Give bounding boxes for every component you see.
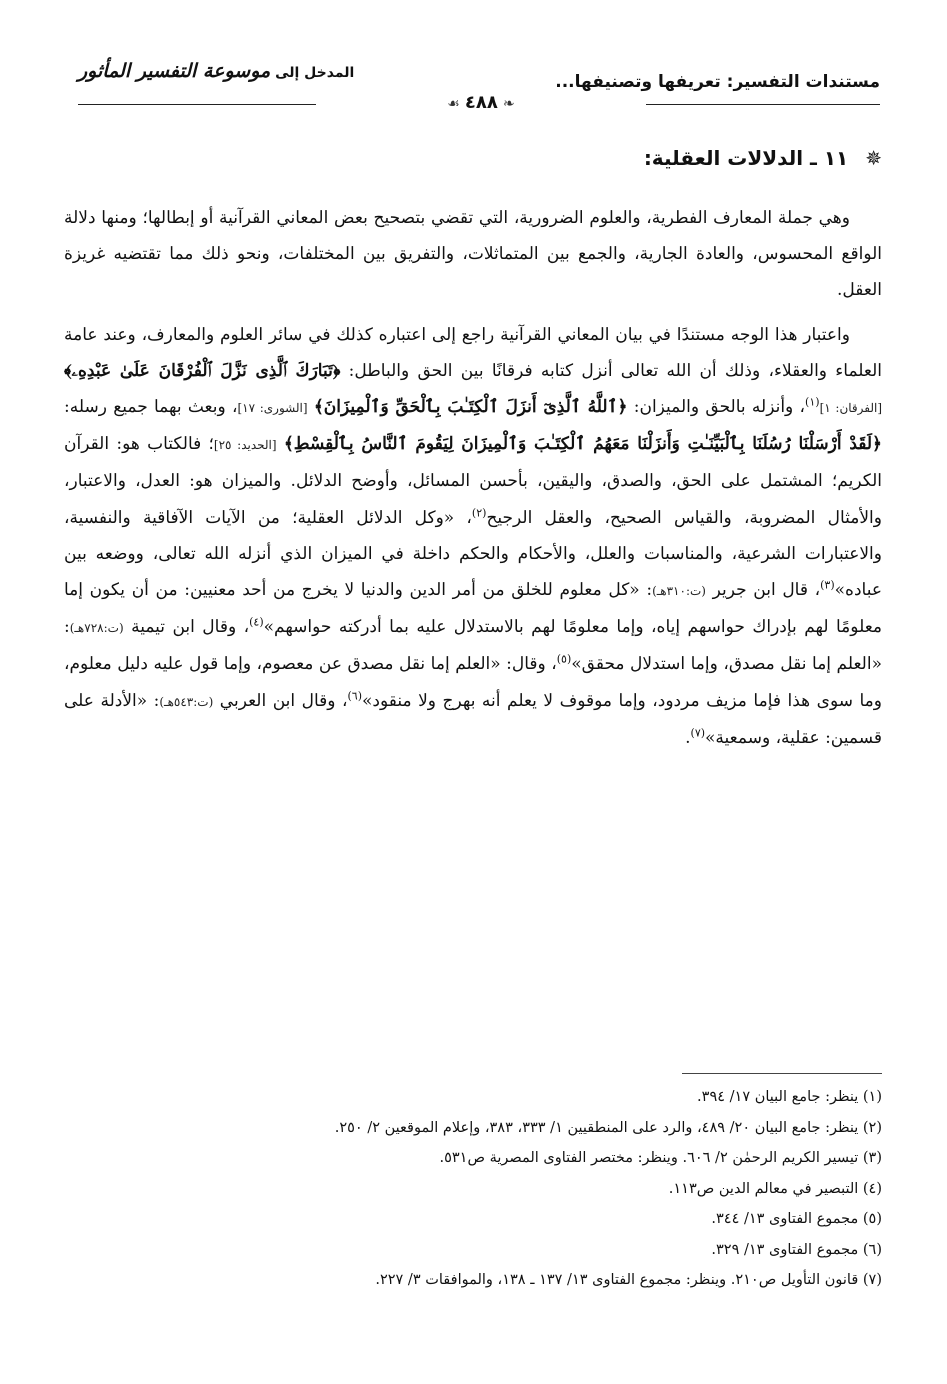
flourish-icon: ☙	[447, 96, 460, 112]
text-segment: ، قال ابن جرير	[712, 580, 821, 601]
page-number-block	[316, 92, 646, 116]
footnote-1: (١) ينظر: جامع البيان ١٧/ ٣٩٤.	[697, 1089, 882, 1105]
text-segment: : «كل معلوم للخلق من أمر الدين والدنيا لا يخرج من أحد معنيين: من أن يكون إما معلومًا لهم بإدراك حواسهم إياه، وإما معلومًا لهم بالاستدلال عليه بما أدركته حواسهم»	[64, 580, 883, 638]
footnote-6: (٦) مجموع الفتاوى ١٣/ ٣٢٩.	[711, 1241, 882, 1258]
footnote-5: (٥) مجموع الفتاوى ١٣/ ٣٤٤.	[711, 1211, 882, 1227]
verse-reference: [الفرقان: ١]	[819, 401, 883, 416]
book-title-logo: موسوعة التفسير المأثور	[78, 60, 271, 82]
text-segment: ، وقال: «العلم إما نقل مصدق عن معصوم، وإما قول عليه دليل معلوم، وما سوى هذا فإما مزيف مردود، وإما موقوف لا يعلم أنه بهرج ولا منقود»	[64, 654, 882, 711]
ornament-star-icon: ✵	[865, 146, 882, 170]
death-date: (ت:٧٢٨هـ)	[69, 621, 124, 636]
footnote-4: (٤) التبصير في معالم الدين ص١١٣.	[668, 1180, 882, 1197]
main-text	[64, 200, 882, 756]
quran-verse: ﴿لَقَدْ أَرْسَلْنَا رُسُلَنَا بِٱلْبَيِّنَـٰتِ وَأَنزَلْنَا مَعَهُمُ ٱلْكِتَـٰبَ وَٱلْمِيزَانَ لِيَقُومَ ٱلنَّاسُ بِٱلْقِسْطِ﴾	[283, 434, 883, 455]
text-segment: ، وقال ابن العربي	[219, 690, 348, 711]
text-segment: واعتبار هذا الوجه مستندًا في بيان المعاني القرآنية راجع إلى اعتباره كذلك في سائر العلوم والمعارف، وعند عامة العلماء والعقلاء، وذلك أن الله تعالى أنزل كتابه فرقانًا بين الحق والباطل:	[64, 324, 883, 381]
paragraph-1: وهي جملة المعارف الفطرية، والعلوم الضرورية، التي تقضي بتصحيح بعض المعاني القرآنية أو إبطالها؛ ومنها دلالة الواقع المحسوس، والعادة الجارية، والجمع بين المتماثلات، والتفريق بين المختلفات، ونحو ذلك مما تقتضيه غريزة العقل.	[64, 208, 882, 301]
quran-verse: ﴿تَبَارَكَ ٱلَّذِى نَزَّلَ ٱلْفُرْقَانَ عَلَىٰ عَبْدِهِۦ﴾	[64, 360, 341, 381]
footnote-3: (٣) تيسير الكريم الرحمٰن ٢/ ٦٠٦. وينظر: مختصر الفتاوى المصرية ص٥٣١.	[439, 1150, 882, 1166]
text-segment: : «العلم إما نقل مصدق، وإما استدلال محقق»	[64, 617, 882, 675]
text-segment: .	[685, 727, 691, 748]
paragraph-2	[64, 317, 882, 756]
text-segment: : «الأدلة على قسمين: عقلية، وسمعية»	[64, 690, 882, 748]
book-title-prefix: المدخل إلى	[275, 65, 355, 81]
book-running-title	[78, 60, 354, 82]
verse-reference: [الحديد: ٢٥]	[213, 438, 277, 453]
footnote-separator	[682, 1073, 882, 1074]
death-date: (ت:٣١٠هـ)	[652, 584, 706, 599]
death-date: (ت:٥٤٣هـ)	[159, 694, 214, 709]
footnote-marker[interactable]: (٥)	[556, 652, 572, 666]
page-number: ٤٨٨	[464, 92, 498, 113]
text-segment: ؛ فالكتاب هو: القرآن الكريم؛ المشتمل على الحق، والصدق، واليقين، بأحسن المسائل، وأوضح الدلائل. والميزان هو: العدل، والاعتبار، والأمثال المضروبة، والقياس الصحيح، والعقل الرجيح	[64, 434, 882, 528]
section-heading-text: ١١ ـ الدلالات العقلية:	[643, 146, 849, 170]
text-segment: ، وبعث بهما جميع رسله:	[64, 397, 238, 418]
verse-reference: [الشورى: ١٧]	[237, 401, 308, 416]
footnote-marker[interactable]: (٣)	[820, 578, 835, 592]
running-header	[78, 58, 880, 113]
section-heading	[644, 146, 882, 170]
chapter-running-title: مستندات التفسير: تعريفها وتصنيفها...	[555, 72, 880, 92]
footnote-marker[interactable]: (١)	[805, 395, 820, 409]
footnote-marker[interactable]: (٤)	[249, 615, 264, 629]
text-segment: ، وقال ابن تيمية	[131, 617, 250, 638]
text-segment: ، وأنزله بالحق والميزان:	[633, 397, 806, 418]
footnote-marker[interactable]: (٢)	[471, 505, 487, 519]
footnotes	[64, 1082, 882, 1296]
footnote-2: (٢) ينظر: جامع البيان ٢٠/ ٤٨٩، والرد على المنطقيين ١/ ٣٣٣، ٣٨٣، وإعلام الموقعين ٢/ ٢٥٠.	[334, 1119, 882, 1136]
footnote-marker[interactable]: (٦)	[347, 688, 362, 702]
footnote-marker[interactable]: (٧)	[690, 726, 706, 740]
quran-verse: ﴿ٱللَّهُ ٱلَّذِىٓ أَنزَلَ ٱلْكِتَـٰبَ بِٱلْحَقِّ وَٱلْمِيزَانَ﴾	[313, 397, 628, 418]
footnote-7: (٧) قانون التأويل ص٢١٠. وينظر: مجموع الفتاوى ١٣/ ١٣٧ ـ ١٣٨، والموافقات ٣/ ٢٢٧.	[375, 1272, 882, 1288]
flourish-icon: ❧	[502, 96, 515, 112]
text-segment: ، «وكل الدلائل العقلية؛ من الآيات الآفاقية والنفسية، والاعتبارات الشرعية، والمناسبات والعلل، والأحكام والحكم داخلة في الميزان الذي أنزله الله تعالى، ووضعه بين عباده»	[64, 507, 882, 601]
